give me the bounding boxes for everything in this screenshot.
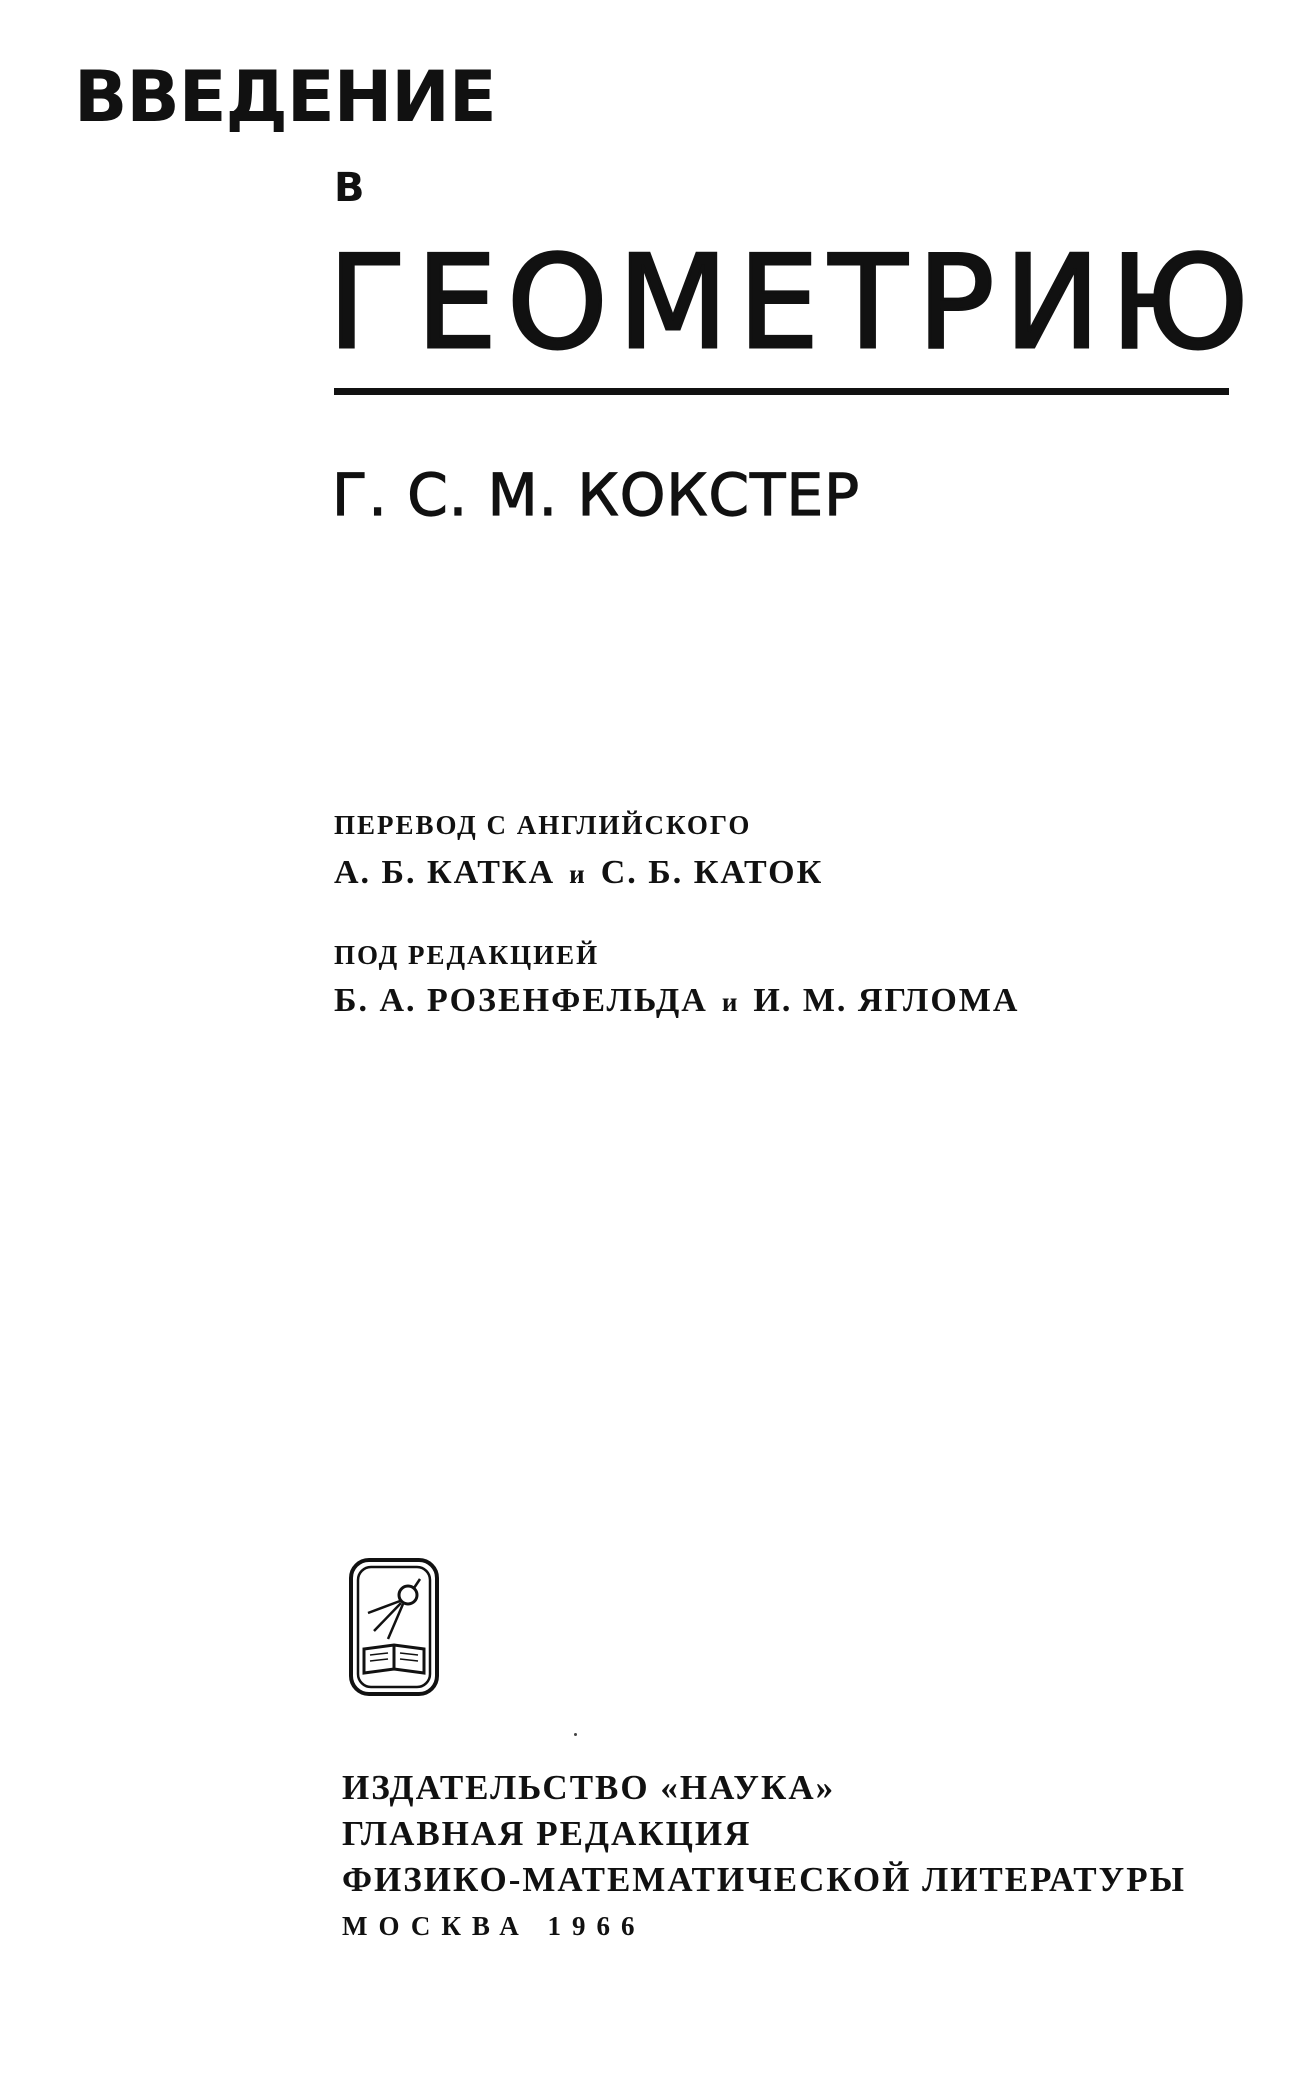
editor-name-1: Б. А. РОЗЕНФЕЛЬДА [334,982,708,1019]
editor-label: ПОД РЕДАКЦИЕЙ [334,940,600,970]
editor-name-2: И. М. ЯГЛОМА [753,982,1020,1019]
translator-name-2: С. Б. КАТОК [600,854,824,891]
edition-line-1: ГЛАВНАЯ РЕДАКЦИЯ [342,1814,752,1853]
satellite-book-emblem-icon [348,1557,440,1697]
print-speck [574,1733,577,1736]
title-line-introduction: ВВЕДЕНИЕ [74,56,496,138]
title-line-geometry: ГЕОМЕТРИЮ [328,229,1259,378]
publisher-name: ИЗДАТЕЛЬСТВО «НАУКА» [342,1768,836,1807]
author-name: Г. С. М. КОКСТЕР [332,461,861,529]
title-line-preposition: В [334,165,365,211]
translator-name-1: А. Б. КАТКА [334,854,556,891]
city-and-year: МОСКВА 1966 [342,1911,646,1941]
translators-line [334,856,823,890]
title-divider-rule [334,388,1229,395]
translation-label: ПЕРЕВОД С АНГЛИЙСКОГО [334,810,752,840]
editors-line [334,984,1019,1018]
editors-conjunction: и [721,987,740,1017]
translators-conjunction: и [569,859,587,889]
edition-line-2: ФИЗИКО-МАТЕМАТИЧЕСКОЙ ЛИТЕРАТУРЫ [342,1860,1186,1899]
